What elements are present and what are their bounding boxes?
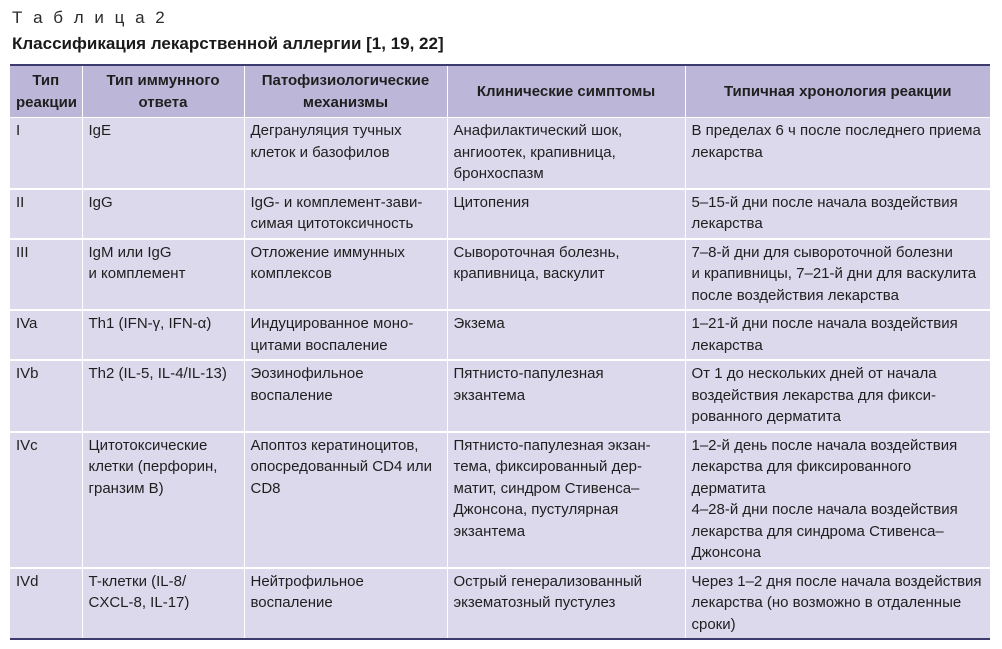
cell-symptoms [447, 432, 685, 568]
cell-immune-response [82, 239, 244, 311]
cell-line: Через 1–2 дня после начала воздействия [691, 572, 982, 590]
cell-reaction-type [10, 239, 82, 311]
header-row [10, 65, 990, 118]
cell-chronology [685, 189, 990, 239]
cell-mechanism [244, 432, 447, 568]
cell-line: 4–28-й дни после начала воздействия [691, 501, 958, 518]
table-row [10, 189, 990, 239]
cell-line: Апоптоз кератиноцитов, [250, 436, 419, 454]
cell-chronology [685, 432, 990, 568]
header-mechanism [244, 65, 447, 118]
cell-line: 5–15-й дни после начала воздействия [691, 193, 958, 211]
cell-line: IgG- и комплемент-зави- [250, 193, 423, 211]
cell-reaction-type [10, 360, 82, 432]
cell-line: Отложение иммунных [250, 243, 405, 261]
cell-line: IgM или IgG [88, 243, 172, 261]
cell-chronology [685, 118, 990, 189]
cell-chronology [685, 360, 990, 432]
header-symptoms [447, 65, 685, 118]
cell-line: воздействия лекарства для фикси- [691, 386, 936, 404]
header-line: реакции [16, 93, 78, 111]
cell-line: рованного дерматита [691, 408, 841, 425]
cell-line: лекарства для фиксированного [691, 458, 912, 475]
cell-line: ангиоотек, крапивница, [453, 143, 616, 161]
cell-immune-response [82, 189, 244, 239]
cell-line: лекарства [691, 336, 763, 354]
cell-reaction-type [10, 189, 82, 239]
cell-line: лекарства [691, 215, 763, 232]
cell-line: цитами воспаление [250, 336, 388, 354]
cell-line: экзантема [453, 386, 526, 404]
cell-line: воспаление [250, 594, 333, 611]
table-row [10, 239, 990, 311]
cell-symptoms [447, 568, 685, 640]
cell-line: Пятнисто-папулезная экзан- [453, 436, 651, 454]
cell-line: Цитопения [453, 193, 530, 211]
cell-mechanism [244, 360, 447, 432]
cell-line: T-клетки (IL-8/ [88, 572, 187, 590]
header-line: ответа [138, 93, 188, 111]
cell-symptoms [447, 189, 685, 239]
cell-reaction-type [10, 568, 82, 640]
cell-chronology [685, 239, 990, 311]
cell-line: 7–8-й дни для сывороточной болезни [691, 243, 953, 261]
cell-line: Сывороточная болезнь, [453, 243, 620, 261]
cell-line: CD8 [250, 479, 281, 497]
cell-symptoms [447, 239, 685, 311]
header-immune-response [82, 65, 244, 118]
cell-line: и крапивницы, 7–21-й дни для васкулита [691, 265, 977, 282]
cell-line: IVd [16, 572, 39, 590]
cell-reaction-type [10, 118, 82, 189]
table-row [10, 432, 990, 568]
header-line: Патофизиологические [261, 72, 430, 89]
cell-line: Дегрануляция тучных [250, 122, 402, 139]
cell-line: крапивница, васкулит [453, 265, 605, 282]
table-title: Классификация лекарственной аллергии [1, 19, 22] [12, 34, 444, 53]
cell-line: Th2 (IL-5, IL-4/IL-13) [88, 365, 227, 382]
cell-line: опосредованный CD4 или [250, 458, 432, 475]
cell-line: лекарства [691, 143, 763, 161]
cell-line: 1–21-й дни после начала воздействия [691, 315, 958, 332]
header-line: механизмы [302, 93, 389, 111]
header-line: Типичная хронология реакции [723, 82, 952, 100]
table-row [10, 310, 990, 360]
cell-line: IVb [16, 365, 39, 382]
cell-line: От 1 до нескольких дней от начала [691, 365, 937, 382]
cell-line: IVa [16, 315, 38, 332]
cell-line: Джонсона [691, 544, 761, 561]
cell-line: сроки) [691, 615, 736, 633]
table-row [10, 360, 990, 432]
header-line: Тип иммунного [106, 72, 220, 89]
cell-mechanism [244, 239, 447, 311]
cell-line: В пределах 6 ч после последнего приема [691, 122, 981, 139]
cell-line: IgG [88, 193, 113, 211]
cell-line: Джонсона, пустулярная [453, 501, 619, 518]
cell-line: лекарства для синдрома Стивенса– [691, 522, 944, 540]
cell-mechanism [244, 568, 447, 640]
header-chronology [685, 65, 990, 118]
cell-line: Экзема [453, 315, 505, 332]
cell-immune-response [82, 310, 244, 360]
cell-line: клетки (перфорин, [88, 458, 218, 475]
cell-symptoms [447, 360, 685, 432]
cell-line: II [16, 193, 25, 211]
cell-line: Пятнисто-папулезная [453, 365, 604, 382]
cell-immune-response [82, 118, 244, 189]
cell-line: Нейтрофильное [250, 572, 364, 590]
cell-line: матит, синдром Стивенса– [453, 479, 640, 497]
cell-line: экзантема [453, 522, 526, 540]
cell-line: IVc [16, 436, 38, 454]
cell-line: 1–2-й день после начала воздействия [691, 436, 958, 454]
cell-line: комплексов [250, 265, 332, 282]
cell-line: после воздействия лекарства [691, 286, 899, 304]
header-line: Клинические симптомы [476, 82, 656, 100]
cell-line: гранзим B) [88, 479, 164, 497]
cell-line: Th1 (IFN-γ, IFN-α) [88, 315, 212, 332]
cell-immune-response [82, 432, 244, 568]
cell-line: и комплемент [88, 265, 186, 282]
cell-reaction-type [10, 310, 82, 360]
cell-line: IgE [88, 122, 112, 139]
table-body [10, 118, 990, 640]
cell-line: бронхоспазм [453, 165, 544, 182]
cell-line: Острый генерализованный [453, 572, 643, 590]
cell-line: клеток и базофилов [250, 143, 390, 161]
cell-line: экзематозный пустулез [453, 594, 616, 611]
cell-mechanism [244, 310, 447, 360]
cell-line: Анафилактический шок, [453, 122, 623, 139]
cell-line: Цитотоксические [88, 436, 208, 454]
table-header [10, 65, 990, 118]
cell-symptoms [447, 118, 685, 189]
header-line: Тип [32, 72, 60, 89]
allergy-classification-table [10, 64, 990, 640]
cell-immune-response [82, 360, 244, 432]
cell-line: дерматита [691, 479, 766, 497]
cell-mechanism [244, 189, 447, 239]
cell-symptoms [447, 310, 685, 360]
table-caption: Т а б л и ц а 2 [12, 8, 168, 27]
cell-immune-response [82, 568, 244, 640]
cell-line: III [16, 243, 29, 261]
cell-line: воспаление [250, 386, 333, 404]
cell-line: Индуцированное моно- [250, 315, 414, 332]
cell-line: CXCL-8, IL-17) [88, 594, 190, 611]
cell-line: Эозинофильное [250, 365, 364, 382]
cell-chronology [685, 310, 990, 360]
cell-reaction-type [10, 432, 82, 568]
cell-chronology [685, 568, 990, 640]
cell-line: лекарства (но возможно в отдаленные [691, 594, 962, 611]
cell-mechanism [244, 118, 447, 189]
cell-line: симая цитотоксичность [250, 215, 414, 232]
header-reaction-type [10, 65, 82, 118]
table-row [10, 118, 990, 189]
cell-line: I [16, 122, 21, 139]
cell-line: тема, фиксированный дер- [453, 458, 643, 475]
table-row [10, 568, 990, 640]
